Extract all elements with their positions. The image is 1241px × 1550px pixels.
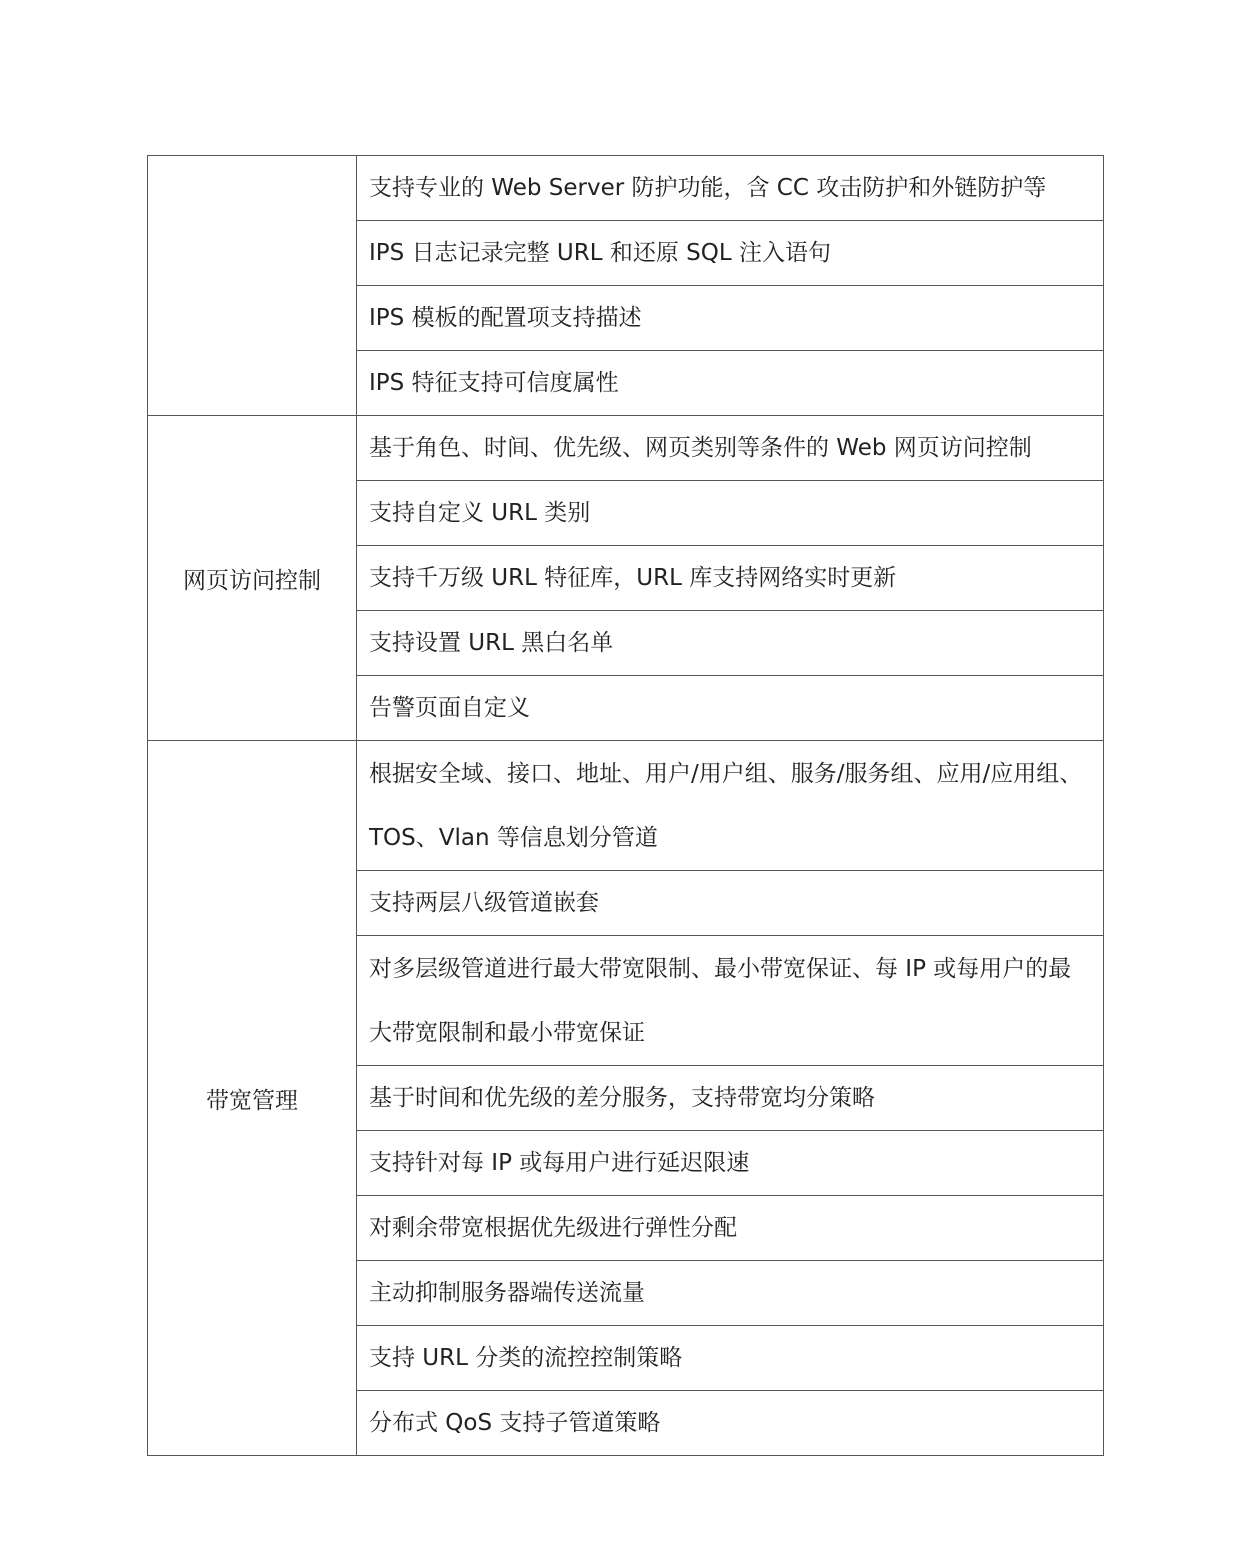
feature-cell: 告警页面自定义 xyxy=(357,676,1104,741)
feature-cell: 支持两层八级管道嵌套 xyxy=(357,871,1104,936)
feature-cell: 支持千万级 URL 特征库，URL 库支持网络实时更新 xyxy=(357,546,1104,611)
feature-cell: 主动抑制服务器端传送流量 xyxy=(357,1261,1104,1326)
feature-cell: 支持 URL 分类的流控控制策略 xyxy=(357,1326,1104,1391)
feature-cell: IPS 特征支持可信度属性 xyxy=(357,351,1104,416)
category-cell-web-access-control: 网页访问控制 xyxy=(148,416,357,741)
feature-cell: 对多层级管道进行最大带宽限制、最小带宽保证、每 IP 或每用户的最大带宽限制和最小带宽保证 xyxy=(357,936,1104,1066)
table-row xyxy=(148,416,1104,481)
table-row xyxy=(148,156,1104,221)
feature-cell: 支持设置 URL 黑白名单 xyxy=(357,611,1104,676)
feature-cell: 分布式 QoS 支持子管道策略 xyxy=(357,1391,1104,1456)
feature-cell: 根据安全域、接口、地址、用户/用户组、服务/服务组、应用/应用组、TOS、Vlan 等信息划分管道 xyxy=(357,741,1104,871)
feature-cell: 基于时间和优先级的差分服务，支持带宽均分策略 xyxy=(357,1066,1104,1131)
category-cell xyxy=(148,156,357,416)
feature-cell: IPS 日志记录完整 URL 和还原 SQL 注入语句 xyxy=(357,221,1104,286)
feature-cell: 基于角色、时间、优先级、网页类别等条件的 Web 网页访问控制 xyxy=(357,416,1104,481)
feature-cell: 对剩余带宽根据优先级进行弹性分配 xyxy=(357,1196,1104,1261)
table-row xyxy=(148,741,1104,871)
feature-cell: 支持专业的 Web Server 防护功能，含 CC 攻击防护和外链防护等 xyxy=(357,156,1104,221)
feature-cell: IPS 模板的配置项支持描述 xyxy=(357,286,1104,351)
feature-spec-table xyxy=(147,155,1104,1456)
category-cell-bandwidth-management: 带宽管理 xyxy=(148,741,357,1456)
feature-cell: 支持针对每 IP 或每用户进行延迟限速 xyxy=(357,1131,1104,1196)
feature-cell: 支持自定义 URL 类别 xyxy=(357,481,1104,546)
